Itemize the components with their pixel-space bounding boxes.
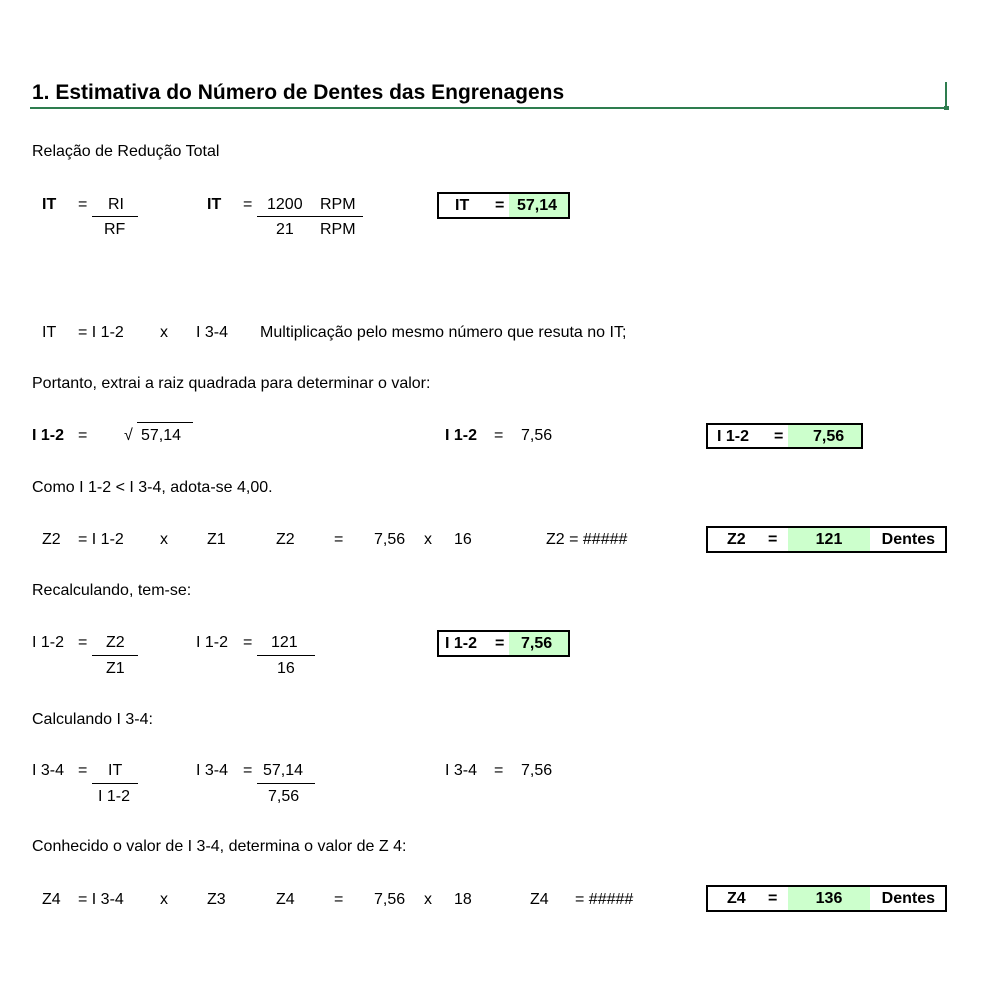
result-it-value: 57,14 bbox=[509, 194, 568, 217]
i34-eq2-equals: = bbox=[243, 762, 253, 779]
result-box-z4 bbox=[706, 885, 947, 912]
section-title: 1. Estimativa do Número de Dentes das Engrenagens bbox=[32, 81, 565, 104]
eq2-numerator-unit: RPM bbox=[320, 196, 356, 213]
it-product-times: x bbox=[160, 324, 168, 341]
i34-eq1-denominator: I 1-2 bbox=[98, 788, 131, 805]
heading-calculando-i34: Calculando I 3-4: bbox=[32, 711, 153, 728]
i34-eq1-lhs: I 3-4 bbox=[32, 762, 65, 779]
eq2-lhs: IT bbox=[207, 196, 222, 213]
recalc-eq1-equals: = bbox=[78, 634, 88, 651]
result-z4-label: Z4 bbox=[727, 890, 746, 907]
it-product-lhs: IT bbox=[42, 324, 57, 341]
eq2-numerator-value: 1200 bbox=[267, 196, 303, 213]
result-i12-recalc-label: I 1-2 bbox=[445, 635, 478, 652]
z4-eq-times: x bbox=[160, 891, 168, 908]
eq1-lhs: IT bbox=[42, 196, 57, 213]
recalc-eq2-equals: = bbox=[243, 634, 253, 651]
result-z4-equals: = bbox=[768, 890, 778, 907]
eq2-equals: = bbox=[243, 196, 253, 213]
i34-eq3-value: 7,56 bbox=[521, 762, 553, 779]
z4-overflow-label: Z4 bbox=[530, 891, 549, 908]
i12-eq-value: 7,56 bbox=[521, 427, 553, 444]
heading-adota-se: Como I 1-2 < I 3-4, adota-se 4,00. bbox=[32, 479, 273, 496]
result-z4-unit: Dentes bbox=[881, 890, 935, 907]
heading-relacao-reducao: Relação de Redução Total bbox=[32, 143, 220, 160]
i34-eq3-lhs: I 3-4 bbox=[445, 762, 478, 779]
result-z2-unit: Dentes bbox=[881, 531, 935, 548]
i34-eq1-numerator: IT bbox=[108, 762, 123, 779]
recalc-eq2-denominator: 16 bbox=[277, 660, 295, 677]
i34-eq1-equals: = bbox=[78, 762, 88, 779]
z2-eq-b: = I 1-2 bbox=[78, 531, 124, 548]
i12-eq-lhs: I 1-2 bbox=[445, 427, 478, 444]
z2-eq-times: x bbox=[160, 531, 168, 548]
cell-fill-handle[interactable] bbox=[944, 106, 949, 110]
result-i12-recalc-equals: = bbox=[495, 635, 505, 652]
recalc-eq1-lhs: I 1-2 bbox=[32, 634, 65, 651]
z2-eq-z1: Z1 bbox=[207, 531, 226, 548]
sqrt-vinculum bbox=[137, 422, 193, 423]
z2-eq-a: Z2 bbox=[42, 531, 61, 548]
result-z2-label: Z2 bbox=[727, 531, 746, 548]
title-underline bbox=[30, 107, 948, 109]
z2-overflow-cell: Z2 = ##### bbox=[546, 531, 628, 548]
eq2-fraction-bar bbox=[257, 216, 363, 217]
recalc-eq1-numerator: Z2 bbox=[106, 634, 125, 651]
sqrt-eq-equals: = bbox=[78, 427, 88, 444]
z2-calc-lhs: Z2 bbox=[276, 531, 295, 548]
eq2-denominator-value: 21 bbox=[276, 221, 294, 238]
eq1-numerator: RI bbox=[108, 196, 124, 213]
eq2-denominator-unit: RPM bbox=[320, 221, 356, 238]
sqrt-symbol: √ bbox=[124, 427, 133, 444]
result-it-equals: = bbox=[495, 197, 505, 214]
eq1-fraction-bar bbox=[92, 216, 138, 217]
it-product-note: Multiplicação pelo mesmo número que resuta no IT; bbox=[260, 324, 627, 341]
result-z2-equals: = bbox=[768, 531, 778, 548]
recalc-eq1-denominator: Z1 bbox=[106, 660, 125, 677]
z4-calc-z3: 18 bbox=[454, 891, 472, 908]
result-box-z2 bbox=[706, 526, 947, 553]
i34-eq2-numerator: 57,14 bbox=[263, 762, 304, 779]
z4-calc-lhs: Z4 bbox=[276, 891, 295, 908]
eq1-denominator: RF bbox=[104, 221, 126, 238]
result-i12-equals: = bbox=[774, 428, 784, 445]
i34-eq2-lhs: I 3-4 bbox=[196, 762, 229, 779]
z4-eq-a: Z4 bbox=[42, 891, 61, 908]
z2-calc-times: x bbox=[424, 531, 432, 548]
recalc-eq1-fraction-bar bbox=[92, 655, 138, 656]
result-i12-value: 7,56 bbox=[788, 425, 861, 447]
z4-eq-b: = I 3-4 bbox=[78, 891, 124, 908]
i34-eq1-fraction-bar bbox=[92, 783, 138, 784]
z4-overflow-cell: = ##### bbox=[575, 891, 634, 908]
z2-calc-equals: = bbox=[334, 531, 344, 548]
i34-eq2-fraction-bar bbox=[257, 783, 315, 784]
i12-eq-equals: = bbox=[494, 427, 504, 444]
i34-eq3-equals: = bbox=[494, 762, 504, 779]
result-it-label: IT bbox=[455, 197, 470, 214]
result-box-it bbox=[437, 192, 570, 219]
z2-calc-z1: 16 bbox=[454, 531, 472, 548]
result-i12-label: I 1-2 bbox=[717, 428, 750, 445]
recalc-eq2-lhs: I 1-2 bbox=[196, 634, 229, 651]
heading-recalculando: Recalculando, tem-se: bbox=[32, 582, 192, 599]
z4-eq-z3: Z3 bbox=[207, 891, 226, 908]
heading-raiz-quadrada: Portanto, extrai a raiz quadrada para determinar o valor: bbox=[32, 375, 431, 392]
z4-calc-equals: = bbox=[334, 891, 344, 908]
result-i12-recalc-value: 7,56 bbox=[509, 632, 568, 655]
it-product-i34: I 3-4 bbox=[196, 324, 229, 341]
sqrt-radicand: 57,14 bbox=[141, 427, 182, 444]
z4-calc-times: x bbox=[424, 891, 432, 908]
it-product-i12: = I 1-2 bbox=[78, 324, 124, 341]
result-z2-value: 121 bbox=[788, 528, 870, 551]
result-box-i12 bbox=[706, 423, 863, 449]
cell-cursor-marker bbox=[945, 82, 947, 109]
eq1-equals: = bbox=[78, 196, 88, 213]
result-z4-value: 136 bbox=[788, 887, 870, 910]
recalc-eq2-fraction-bar bbox=[257, 655, 315, 656]
z2-calc-i12: 7,56 bbox=[374, 531, 406, 548]
recalc-eq2-numerator: 121 bbox=[271, 634, 298, 651]
result-box-i12-recalc bbox=[437, 630, 570, 657]
sqrt-eq-lhs: I 1-2 bbox=[32, 427, 65, 444]
heading-conhecido-i34: Conhecido o valor de I 3-4, determina o valor de Z 4: bbox=[32, 838, 407, 855]
z4-calc-i34: 7,56 bbox=[374, 891, 406, 908]
i34-eq2-denominator: 7,56 bbox=[268, 788, 300, 805]
